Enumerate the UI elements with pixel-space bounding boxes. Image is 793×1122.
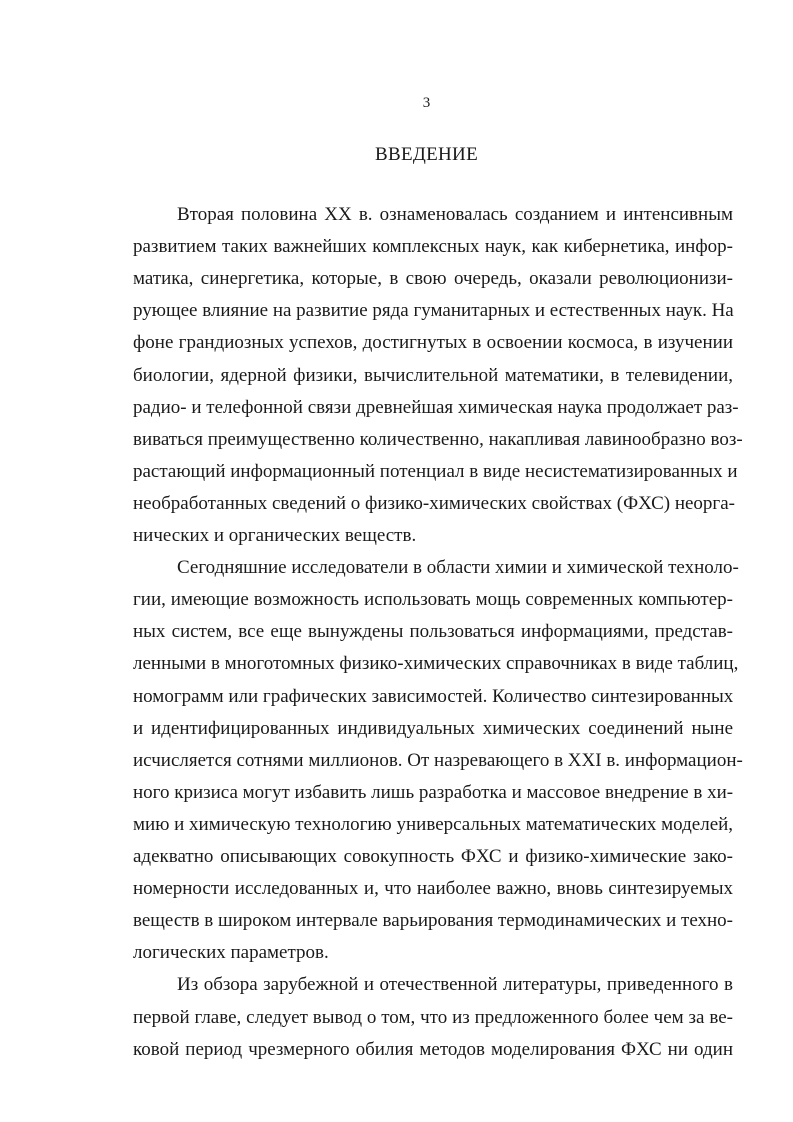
text-line: биологии, ядерной физики, вычислительной математики, в телевидении, (133, 365, 733, 386)
text-line: матика, синергетика, которые, в свою очередь, оказали революционизи- (133, 268, 733, 289)
text-line: Сегодняшние исследователи в области химии и химической техноло- (177, 557, 739, 578)
text-line: ковой период чрезмерного обилия методов моделирования ФХС ни один (133, 1039, 733, 1060)
text-line: Вторая половина XX в. ознаменовалась созданием и интенсивным (177, 204, 733, 225)
text-line: исчисляется сотнями миллионов. От назревающего в XXI в. информацион- (133, 750, 743, 771)
text-line: ленными в многотомных физико-химических справочниках в виде таблиц, (133, 653, 739, 674)
text-line: виваться преимущественно количественно, накапливая лавинообразно воз- (133, 429, 743, 450)
text-line: радио- и телефонной связи древнейшая химическая наука продолжает раз- (133, 397, 739, 418)
text-line: веществ в широком интервале варьирования термодинамических и техно- (133, 910, 734, 931)
text-line: фоне грандиозных успехов, достигнутых в освоении космоса, в изучении (133, 332, 733, 353)
page-title: ВВЕДЕНИЕ (375, 144, 478, 165)
text-line: гии, имеющие возможность использовать мощь современных компьютер- (133, 589, 733, 610)
text-line: номограмм или графических зависимостей. Количество синтезированных (133, 686, 734, 707)
text-line: первой главе, следует вывод о том, что из предложенного более чем за ве- (133, 1007, 733, 1028)
text-line: номерности исследованных и, что наиболее важно, вновь синтезируемых (133, 878, 733, 899)
text-line: мию и химическую технологию универсальных математических моделей, (133, 814, 734, 835)
text-line: логических параметров. (133, 942, 329, 963)
text-line: и идентифицированных индивидуальных химических соединений ныне (133, 718, 733, 739)
text-line: рующее влияние на развитие ряда гуманитарных и естественных наук. На (133, 300, 734, 321)
text-line: адекватно описывающих совокупность ФХС и физико-химические зако- (133, 846, 733, 867)
text-line: растающий информационный потенциал в виде несистематизированных и (133, 461, 738, 482)
page-number: 3 (422, 95, 431, 111)
text-line: нических и органических веществ. (133, 525, 417, 546)
text-line: развитием таких важнейших комплексных наук, как кибернетика, инфор- (133, 236, 733, 257)
text-line: необработанных сведений о физико-химических свойствах (ФХС) неорга- (133, 493, 735, 514)
text-line: ных систем, все еще вынуждены пользоваться информациями, представ- (133, 621, 733, 642)
text-line: Из обзора зарубежной и отечественной литературы, приведенного в (177, 974, 733, 995)
text-line: ного кризиса могут избавить лишь разработка и массовое внедрение в хи- (133, 782, 734, 803)
